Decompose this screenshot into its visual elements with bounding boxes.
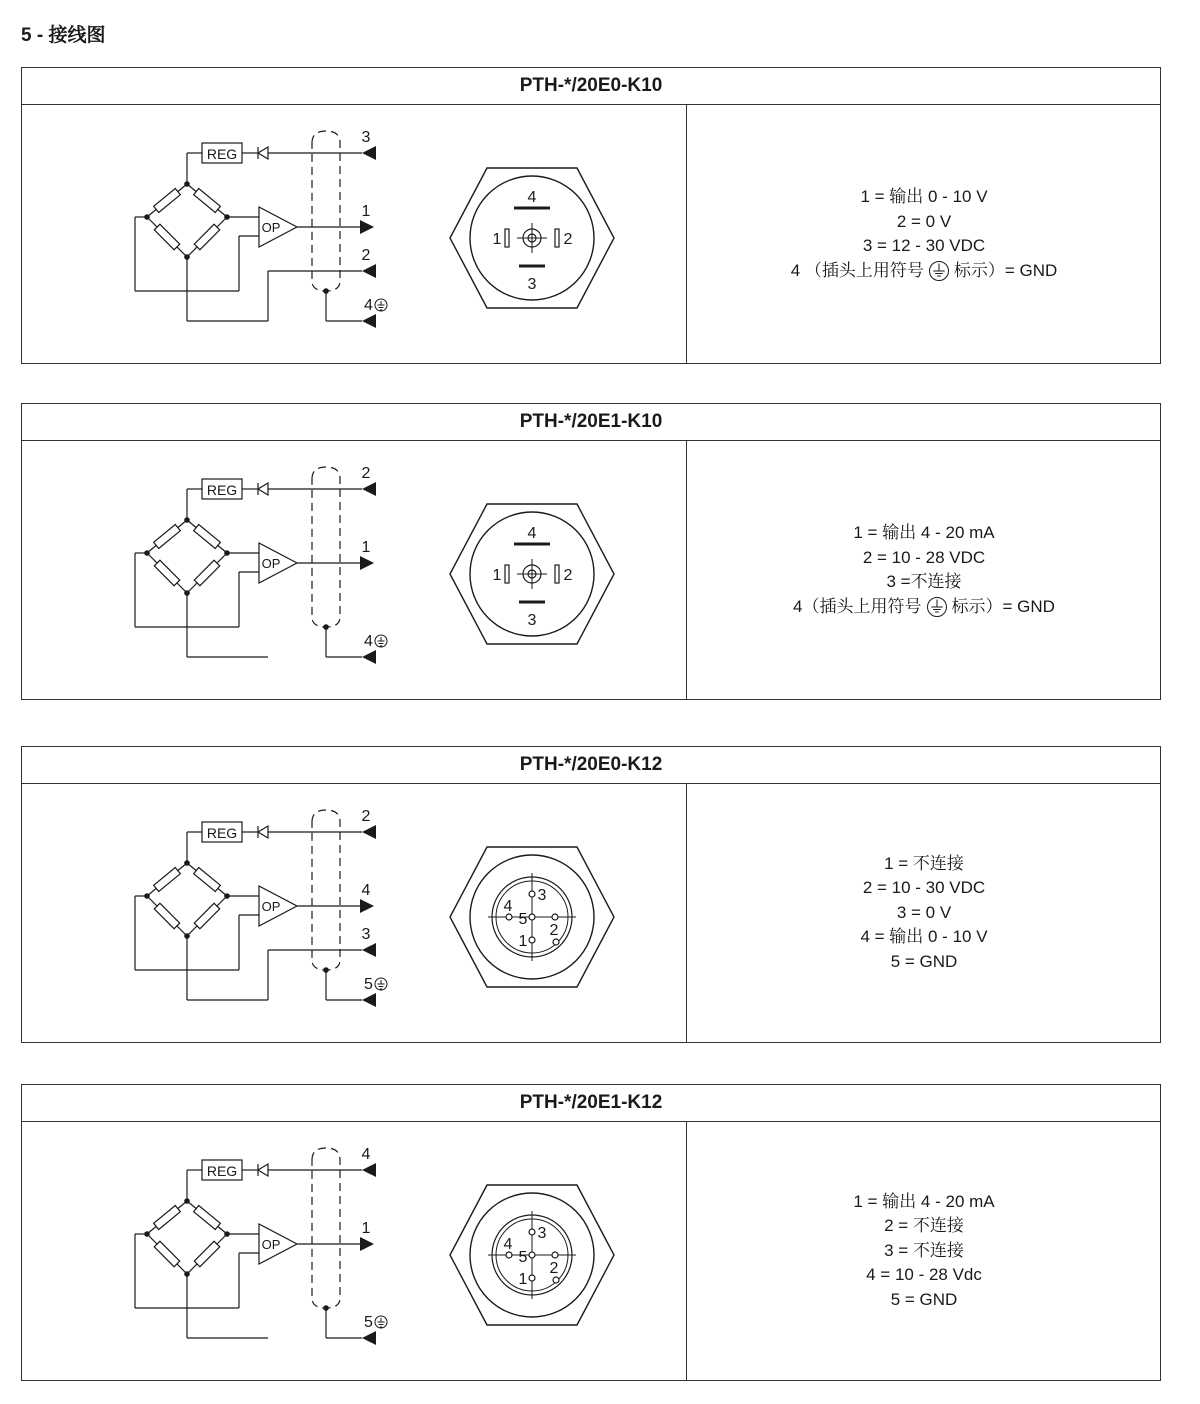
pin-assignment: 3 = 0 V [896,902,952,922]
ground-icon [927,598,946,617]
panel-body [22,1122,1160,1380]
wiring-diagram [22,784,686,1042]
bridge-resistor [187,1201,227,1234]
bridge-resistor [147,553,187,593]
wire-label: 1 [361,1220,371,1237]
pin-assignment: 1 = 输出 0 - 10 V [860,187,988,206]
m12-pin [529,937,535,943]
bridge-resistor [147,184,187,217]
ground-icon [926,596,948,618]
pin-assignment-list [688,441,1160,699]
cable-shield [312,467,340,627]
wire-label: 4 [361,882,371,899]
wiring-diagram [22,105,686,363]
page-heading: 5 - 接线图 [21,25,106,46]
ground-icon [375,635,387,647]
terminal-arrow-left [362,146,376,160]
pin-assignment: 3 = 不连接 [884,1240,964,1260]
wiring-panel [21,67,1161,364]
panel-body [22,441,1160,699]
ground-icon [928,260,950,282]
panel-divider [686,1122,687,1380]
bridge-resistor [187,553,227,593]
panel-divider [686,784,687,1042]
wiring-panel [21,746,1161,1043]
terminal-arrow-right [360,556,374,570]
bridge-resistor [147,520,187,553]
wire-label: 5 [364,1314,373,1331]
ground-note-prefix: 4 （插头上用符号 [790,260,924,280]
pin-assignment: 2 = 10 - 28 VDC [862,547,986,567]
panel-divider [686,105,687,363]
m12-pin [552,1252,558,1258]
pin-label: 2 [549,1260,559,1277]
ground-note-suffix: 标示）= GND [953,260,1058,280]
pin-assignment-list [688,105,1160,363]
bridge-resistor [147,896,187,936]
wire-label: 3 [361,926,371,943]
pin-assignment-list [688,784,1160,1042]
panel-title: PTH-*/20E1-K10 [22,404,1160,441]
pin-assignment: 3 = 12 - 30 VDC [862,236,986,255]
pin-label: 3 [537,1225,547,1242]
m12-pin [529,1275,535,1281]
m12-pin [529,1252,535,1258]
m12-pin [529,891,535,897]
bridge-resistor [187,1234,227,1274]
terminal-arrow-right [360,899,374,913]
wire-label: 4 [361,1146,371,1163]
bridge-resistor [187,184,227,217]
pin-label: 1 [492,567,502,584]
ground-icon [375,978,387,990]
m12-pin [552,914,558,920]
wire-label: 4 [364,297,373,314]
m12-key [553,939,559,945]
wire-label: 4 [364,633,373,650]
wire-label: 5 [364,976,373,993]
bridge-resistor [187,520,227,553]
panel-title: PTH-*/20E1-K12 [22,1085,1160,1122]
pin-assignment-ground [791,259,1058,284]
pin-assignment: 3 =不连接 [886,572,962,591]
wire-label: 1 [361,539,371,556]
pin-label: 3 [537,887,547,904]
pin-label: 3 [527,276,537,293]
panel-body [22,105,1160,363]
reg-label: REG [206,825,238,841]
bridge-resistor [147,1234,187,1274]
op-label: OP [261,556,281,571]
pin-label: 2 [563,567,573,584]
terminal-arrow-right [360,1237,374,1251]
bridge-resistor [147,863,187,896]
pin-assignment: 5 = GND [890,1289,958,1309]
terminal-arrow-left [362,993,376,1007]
pin-label: 4 [527,525,537,542]
terminal-arrow-left [362,264,376,278]
reg-label: REG [206,146,238,162]
terminal-arrow-left [362,1163,376,1177]
terminal-arrow-right [360,220,374,234]
reg-label: REG [206,482,238,498]
reg-label: REG [206,1163,238,1179]
pin-label: 4 [527,189,537,206]
wiring-diagram [22,441,686,699]
pin-label: 1 [492,231,502,248]
pin-label: 1 [518,1271,528,1288]
m12-connector [450,1185,614,1325]
din-connector [450,168,614,308]
op-label: OP [261,1237,281,1252]
op-label: OP [261,899,281,914]
pin-assignment: 1 = 输出 4 - 20 mA [853,1191,995,1211]
bridge-resistor [187,863,227,896]
pin-assignment: 2 = 10 - 30 VDC [862,878,986,898]
ground-note-suffix: 标示）= GND [951,596,1055,616]
wire-label: 2 [361,247,371,264]
pin-label: 4 [503,1236,513,1253]
bridge-resistor [147,217,187,257]
terminal-arrow-left [362,943,376,957]
pin-assignment: 1 = 不连接 [884,853,964,873]
diode-icon [258,483,268,495]
panel-divider [686,441,687,699]
terminal-arrow-left [362,825,376,839]
pin-assignment: 4 = 10 - 28 Vdc [866,1265,982,1285]
bridge-resistor [187,217,227,257]
op-label: OP [261,220,281,235]
wiring-diagram [22,1122,686,1380]
bridge-resistor [147,1201,187,1234]
ground-icon [929,262,948,281]
din-connector [450,504,614,644]
cable-shield [312,131,340,291]
terminal-arrow-left [362,650,376,664]
cable-shield [312,810,340,970]
pin-label: 5 [518,1249,528,1266]
pin-label: 2 [563,231,573,248]
pin-label: 5 [518,911,528,928]
pin-label: 1 [518,933,528,950]
pin-label: 3 [527,612,537,629]
panel-body [22,784,1160,1042]
pin-assignment: 2 = 0 V [896,211,952,231]
pin-assignment: 1 = 输出 4 - 20 mA [853,523,995,542]
wire-label: 2 [361,465,371,482]
pin-assignment: 4 = 输出 0 - 10 V [860,927,988,947]
diode-icon [258,826,268,838]
pin-label: 2 [549,922,559,939]
pin-assignment: 5 = GND [890,951,958,971]
ground-icon [375,1316,387,1328]
panel-title: PTH-*/20E0-K12 [22,747,1160,784]
m12-key [553,1277,559,1283]
panel-title: PTH-*/20E0-K10 [22,68,1160,105]
wiring-panel [21,403,1161,700]
pin-label: 4 [503,898,513,915]
ground-icon [375,299,387,311]
wiring-panel [21,1084,1161,1381]
terminal-arrow-left [362,1331,376,1345]
cable-shield [312,1148,340,1308]
m12-pin [529,1229,535,1235]
wire-label: 2 [361,808,371,825]
pin-assignment-ground [793,595,1055,620]
wire-label: 1 [361,203,371,220]
diode-icon [258,147,268,159]
diode-icon [258,1164,268,1176]
pin-assignment: 2 = 不连接 [884,1216,964,1236]
bridge-resistor [187,896,227,936]
wire-label: 3 [361,129,371,146]
m12-pin [529,914,535,920]
m12-connector [450,847,614,987]
terminal-arrow-left [362,482,376,496]
pin-assignment-list [688,1122,1160,1380]
terminal-arrow-left [362,314,376,328]
ground-note-prefix: 4（插头上用符号 [793,596,922,616]
